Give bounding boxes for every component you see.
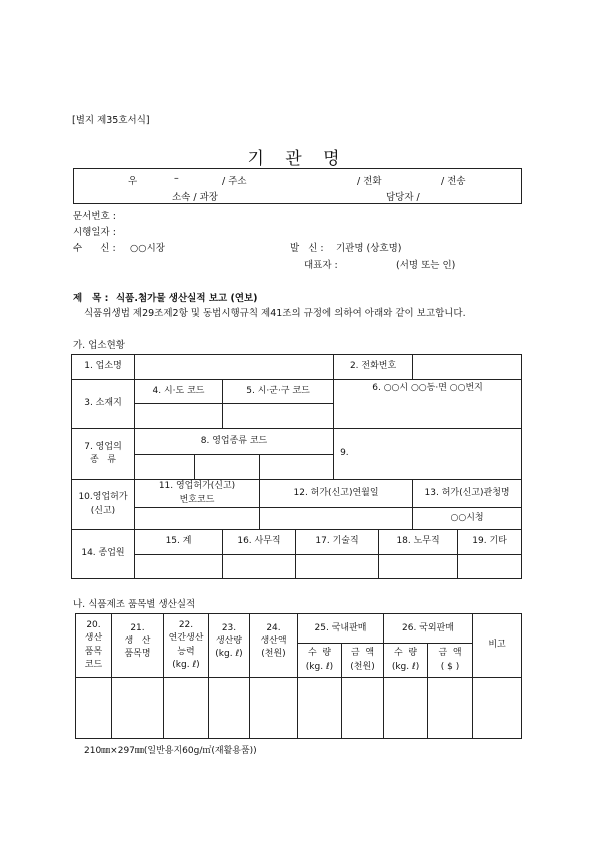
col-output-header bbox=[209, 614, 250, 678]
business-type-label-line2: 종 류 bbox=[90, 455, 116, 465]
field-business-name-label: 1. 업소명 bbox=[72, 355, 135, 380]
field-other-label: 19. 기타 bbox=[458, 530, 522, 555]
agency-title: 기 관 명 bbox=[247, 149, 348, 169]
export-qty-line1: 수 량 bbox=[393, 648, 418, 659]
cell-output[interactable] bbox=[209, 678, 250, 739]
col-domestic-amount-header bbox=[342, 644, 384, 678]
annual-capacity-header-line1: 22. bbox=[178, 620, 194, 631]
doc-number-label: 문서번호 : bbox=[73, 211, 116, 222]
col-remarks-header: 비고 bbox=[473, 614, 522, 678]
product-name-header-line2: 생 산 bbox=[124, 636, 151, 647]
col-export-sales-header: 26. 국외판매 bbox=[384, 614, 473, 644]
output-value-header-line3: (천원) bbox=[261, 649, 286, 660]
permit-label-line1: 10.영업허가 bbox=[78, 492, 128, 503]
field-permit-date[interactable] bbox=[260, 508, 413, 530]
output-header-line3: (kg. ℓ) bbox=[215, 649, 243, 660]
recipient-value: ○○시장 bbox=[130, 243, 165, 254]
business-status-table bbox=[71, 354, 522, 579]
col-product-name-header bbox=[112, 614, 164, 678]
section-b-title: 나. 식품제조 품목별 생산실적 bbox=[73, 599, 196, 610]
field-permit-label bbox=[72, 480, 135, 530]
output-header-line1: 23. bbox=[221, 623, 237, 633]
cell-product-name[interactable] bbox=[112, 678, 164, 739]
domestic-amount-line2: (천원) bbox=[350, 661, 375, 672]
product-code-header-line1: 20. bbox=[86, 620, 101, 631]
product-name-header-line1: 21. bbox=[130, 623, 145, 633]
col-domestic-sales-header: 25. 국내판매 bbox=[298, 614, 384, 644]
col-export-amount-header bbox=[428, 644, 473, 678]
section-a-title: 가. 업소현황 bbox=[73, 340, 125, 351]
col-domestic-qty-header bbox=[298, 644, 342, 678]
field-permit-number-label bbox=[135, 480, 260, 508]
dept-label: 소속 / 과장 bbox=[172, 192, 218, 203]
field-total[interactable] bbox=[135, 555, 223, 579]
field-location-label: 3. 소재지 bbox=[72, 380, 135, 429]
field-province-code-label: 4. 시·도 코드 bbox=[135, 380, 223, 404]
cell-domestic-amount[interactable] bbox=[342, 678, 384, 739]
subject-body: 식품위생법 제29조제2항 및 동법시행규칙 제41조의 규정에 의하여 아래와 같이 보고합니다. bbox=[84, 308, 466, 319]
field-office-label: 16. 사무직 bbox=[223, 530, 296, 555]
field-technical[interactable] bbox=[296, 555, 379, 579]
paper-spec-footer: 210㎜×297㎜(일반용지60g/㎡(재활용품)) bbox=[84, 746, 257, 756]
field-other[interactable] bbox=[458, 555, 522, 579]
output-value-header-line1: 24. bbox=[266, 623, 281, 633]
product-name-header-line3: 품목명 bbox=[124, 649, 151, 660]
cell-product-code[interactable] bbox=[76, 678, 112, 739]
sender-value: 기관명 (상호명) bbox=[336, 243, 402, 254]
permit-label-line2: (신고) bbox=[90, 505, 116, 516]
product-code-header-line4: 코드 bbox=[84, 659, 103, 670]
subject-label: 제 목 : bbox=[73, 293, 109, 304]
field-9[interactable]: 9. bbox=[334, 429, 522, 480]
cell-output-value[interactable] bbox=[250, 678, 298, 739]
production-table bbox=[75, 613, 522, 739]
manager-label: 담당자 / bbox=[386, 192, 420, 203]
field-labor-label: 18. 노무직 bbox=[379, 530, 458, 555]
subject-text: 식품.첨가물 생산실적 보고 (연보) bbox=[116, 293, 258, 304]
field-business-type-code-label: 8. 영업종류 코드 bbox=[135, 429, 334, 455]
field-permit-date-label: 12. 허가(신고)연월일 bbox=[260, 480, 413, 508]
field-address[interactable]: 6. ○○시 ○○동·면 ○○번지 bbox=[334, 380, 522, 429]
cell-remarks[interactable] bbox=[473, 678, 522, 739]
output-value-header-line2: 생산액 bbox=[260, 636, 287, 647]
field-permit-office-label: 13. 허가(신고)관청명 bbox=[413, 480, 522, 508]
domestic-amount-line1: 금 액 bbox=[350, 648, 375, 659]
domestic-qty-line1: 수 량 bbox=[307, 648, 332, 659]
annual-capacity-header-line2: 연간생산 bbox=[168, 633, 204, 644]
address-label: / 주소 bbox=[222, 176, 247, 187]
product-code-header-line2: 생산 bbox=[84, 633, 103, 644]
permit-number-label-line1: 11. 영업허가(신고) bbox=[158, 481, 236, 492]
permit-number-label-line2: 번호코드 bbox=[179, 494, 215, 505]
representative-label: 대표자 : bbox=[304, 260, 338, 271]
col-export-qty-header bbox=[384, 644, 428, 678]
col-output-value-header bbox=[250, 614, 298, 678]
field-office[interactable] bbox=[223, 555, 296, 579]
col-product-code-header bbox=[76, 614, 112, 678]
field-total-label: 15. 계 bbox=[135, 530, 223, 555]
field-phone[interactable] bbox=[413, 355, 522, 380]
field-business-name[interactable] bbox=[135, 355, 334, 380]
field-permit-number[interactable] bbox=[135, 508, 260, 530]
cell-domestic-qty[interactable] bbox=[298, 678, 342, 739]
date-label: 시행일자 : bbox=[73, 227, 116, 238]
postal-label: 우 bbox=[128, 176, 138, 187]
business-type-code-cell-1[interactable] bbox=[135, 455, 195, 480]
cell-export-amount[interactable] bbox=[428, 678, 473, 739]
annual-capacity-header-line4: (kg. ℓ) bbox=[172, 659, 200, 670]
field-phone-label: 2. 전화번호 bbox=[334, 355, 413, 380]
recipient-label: 수 신 : bbox=[73, 243, 116, 254]
field-province-code[interactable] bbox=[135, 404, 223, 429]
postal-dash: – bbox=[174, 173, 179, 184]
export-qty-line2: (kg. ℓ) bbox=[391, 661, 420, 672]
field-permit-office[interactable]: ○○시청 bbox=[413, 508, 522, 530]
field-labor[interactable] bbox=[379, 555, 458, 579]
product-code-header-line3: 품목 bbox=[84, 646, 103, 657]
annual-capacity-header-line3: 능력 bbox=[177, 646, 195, 657]
cell-annual-capacity[interactable] bbox=[164, 678, 209, 739]
field-city-code-label: 5. 시·군·구 코드 bbox=[223, 380, 334, 404]
form-number: [별지 제35호서식] bbox=[72, 115, 150, 126]
field-city-code[interactable] bbox=[223, 404, 334, 429]
phone-label: / 전화 bbox=[357, 176, 382, 187]
field-technical-label: 17. 기술직 bbox=[296, 530, 379, 555]
export-amount-line2: ( $ ) bbox=[440, 661, 460, 672]
domestic-qty-line2: (kg. ℓ) bbox=[305, 661, 334, 672]
fax-label: / 전송 bbox=[441, 176, 466, 187]
business-type-code-cell-3[interactable] bbox=[260, 455, 334, 480]
field-employees-label: 14. 종업원 bbox=[72, 530, 135, 579]
business-type-label-line1: 7. 영업의 bbox=[84, 441, 122, 452]
output-header-line2: 생산량 bbox=[215, 636, 243, 647]
cell-export-qty[interactable] bbox=[384, 678, 428, 739]
export-amount-line1: 금 액 bbox=[438, 648, 462, 659]
col-annual-capacity-header bbox=[164, 614, 209, 678]
signature-note: (서명 또는 인) bbox=[396, 260, 456, 271]
field-business-type-label bbox=[72, 429, 135, 480]
business-type-code-cell-2[interactable] bbox=[195, 455, 260, 480]
sender-label: 발 신 : bbox=[290, 243, 324, 254]
